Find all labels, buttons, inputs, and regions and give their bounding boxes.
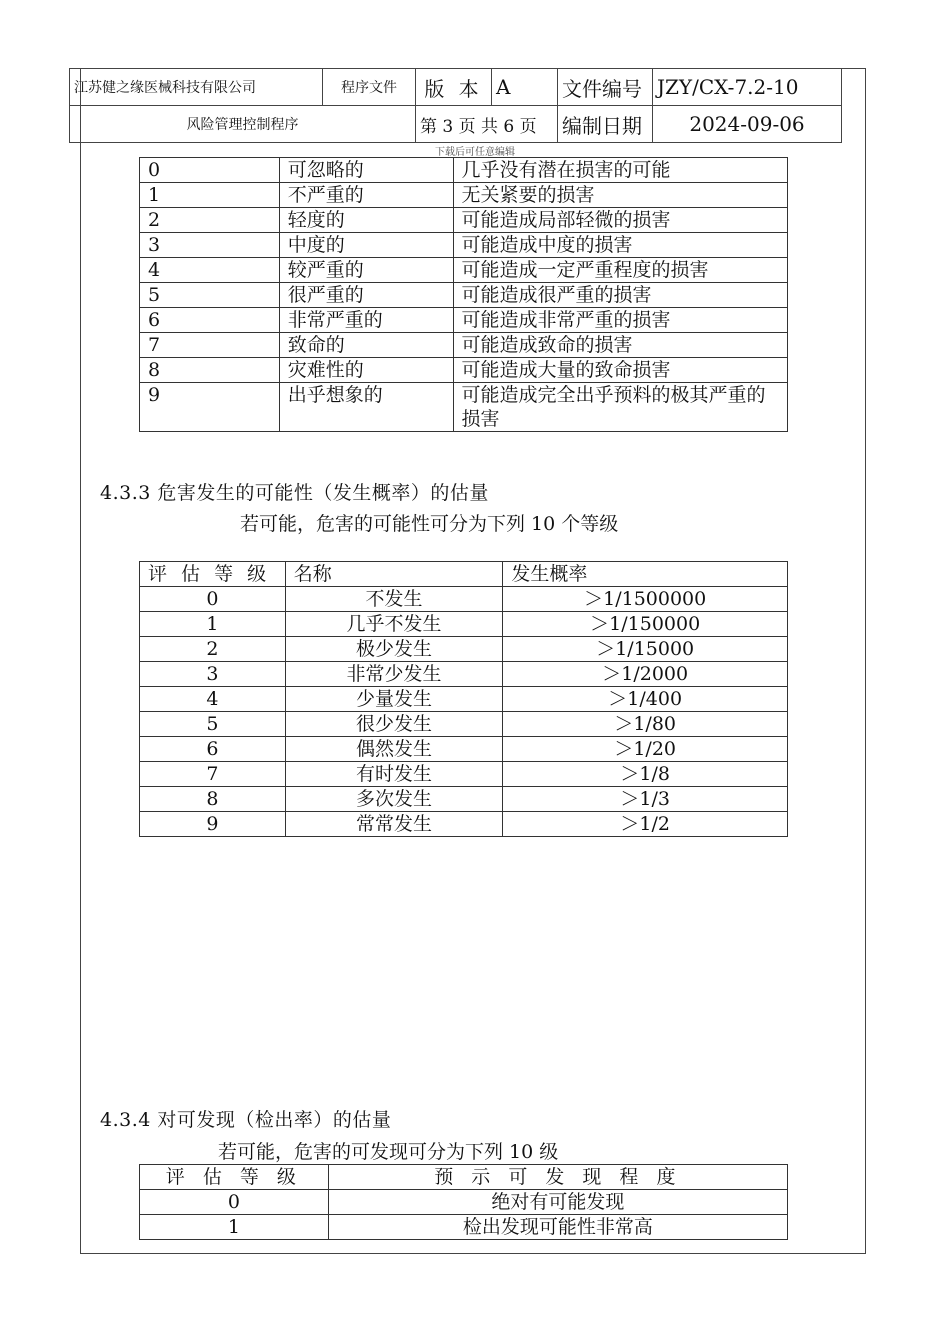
probability-level-cell: 9 — [140, 812, 286, 837]
table-row — [140, 283, 788, 308]
severity-name-cell: 不严重的 — [279, 183, 453, 208]
severity-description-cell: 可能造成非常严重的损害 — [453, 308, 787, 333]
severity-description-cell: 可能造成一定严重程度的损害 — [453, 258, 787, 283]
probability-value-cell: ＞1/20 — [503, 737, 788, 762]
table-row — [140, 1215, 788, 1240]
table-header-row — [140, 562, 788, 587]
probability-level-cell: 2 — [140, 637, 286, 662]
watermark-note: 下载后可任意编辑 — [435, 147, 515, 158]
header-level: 评 估 等 级 — [140, 562, 286, 587]
document-title: 风险管理控制程序 — [70, 106, 416, 143]
severity-level-cell: 7 — [140, 333, 280, 358]
table-row — [140, 233, 788, 258]
date-value: 2024-09-06 — [653, 106, 842, 143]
table-row — [140, 687, 788, 712]
probability-level-cell: 5 — [140, 712, 286, 737]
probability-level-cell: 6 — [140, 737, 286, 762]
probability-name-cell: 常常发生 — [285, 812, 503, 837]
table-row — [140, 258, 788, 283]
table-row — [140, 637, 788, 662]
probability-level-cell: 7 — [140, 762, 286, 787]
probability-name-cell: 极少发生 — [285, 637, 503, 662]
probability-name-cell: 很少发生 — [285, 712, 503, 737]
severity-level-cell: 4 — [140, 258, 280, 283]
probability-value-cell: ＞1/3 — [503, 787, 788, 812]
header-name: 名称 — [285, 562, 503, 587]
table-row — [140, 737, 788, 762]
detect-level-cell: 0 — [140, 1190, 329, 1215]
probability-value-cell: ＞1/150000 — [503, 612, 788, 637]
table-row — [140, 1190, 788, 1215]
date-label: 编制日期 — [558, 106, 653, 143]
severity-description-cell: 可能造成很严重的损害 — [453, 283, 787, 308]
probability-value-cell: ＞1/1500000 — [503, 587, 788, 612]
severity-name-cell: 较严重的 — [279, 258, 453, 283]
document-header — [69, 68, 842, 143]
severity-level-cell: 2 — [140, 208, 280, 233]
severity-table — [139, 157, 788, 432]
table-row — [140, 762, 788, 787]
probability-name-cell: 非常少发生 — [285, 662, 503, 687]
section-433-intro: 若可能，危害的可能性可分为下列 10 个等级 — [240, 513, 619, 535]
probability-value-cell: ＞1/2 — [503, 812, 788, 837]
probability-name-cell: 多次发生 — [285, 787, 503, 812]
header-level: 评 估 等 级 — [140, 1165, 329, 1190]
table-row — [140, 712, 788, 737]
severity-description-cell: 可能造成局部轻微的损害 — [453, 208, 787, 233]
table-row — [140, 612, 788, 637]
header-detectability: 预 示 可 发 现 程 度 — [328, 1165, 787, 1190]
table-row — [140, 308, 788, 333]
severity-level-cell: 3 — [140, 233, 280, 258]
probability-level-cell: 3 — [140, 662, 286, 687]
probability-level-cell: 4 — [140, 687, 286, 712]
file-no-label: 文件编号 — [558, 69, 653, 106]
severity-description-cell: 几乎没有潜在损害的可能 — [453, 158, 787, 183]
table-header-row — [140, 1165, 788, 1190]
header-probability: 发生概率 — [503, 562, 788, 587]
probability-name-cell: 偶然发生 — [285, 737, 503, 762]
severity-level-cell: 5 — [140, 283, 280, 308]
probability-value-cell: ＞1/15000 — [503, 637, 788, 662]
probability-value-cell: ＞1/2000 — [503, 662, 788, 687]
severity-description-cell: 无关紧要的损害 — [453, 183, 787, 208]
section-434-heading: 4.3.4 对可发现（检出率）的估量 — [100, 1109, 392, 1131]
severity-level-cell: 9 — [140, 383, 280, 432]
severity-description-cell: 可能造成中度的损害 — [453, 233, 787, 258]
probability-value-cell: ＞1/80 — [503, 712, 788, 737]
section-434-intro: 若可能，危害的可发现可分为下列 10 级 — [218, 1141, 559, 1163]
probability-level-cell: 8 — [140, 787, 286, 812]
probability-level-cell: 1 — [140, 612, 286, 637]
severity-name-cell: 灾难性的 — [279, 358, 453, 383]
probability-value-cell: ＞1/400 — [503, 687, 788, 712]
severity-level-cell: 1 — [140, 183, 280, 208]
file-no-value: JZY/CX-7.2-10 — [653, 69, 842, 106]
detect-description-cell: 绝对有可能发现 — [328, 1190, 787, 1215]
version-value: A — [492, 69, 558, 106]
table-row — [140, 158, 788, 183]
table-row — [140, 812, 788, 837]
severity-level-cell: 6 — [140, 308, 280, 333]
version-label: 版 本 — [416, 69, 492, 106]
detect-description-cell: 检出发现可能性非常高 — [328, 1215, 787, 1240]
severity-name-cell: 非常严重的 — [279, 308, 453, 333]
severity-description-cell: 可能造成大量的致命损害 — [453, 358, 787, 383]
table-row — [140, 787, 788, 812]
table-row — [140, 333, 788, 358]
section-433-heading: 4.3.3 危害发生的可能性（发生概率）的估量 — [100, 482, 489, 504]
probability-level-cell: 0 — [140, 587, 286, 612]
severity-description-cell: 可能造成致命的损害 — [453, 333, 787, 358]
severity-name-cell: 致命的 — [279, 333, 453, 358]
severity-name-cell: 轻度的 — [279, 208, 453, 233]
company-name: 江苏健之缘医械科技有限公司 — [70, 69, 323, 106]
probability-table — [139, 561, 788, 837]
severity-level-cell: 0 — [140, 158, 280, 183]
severity-name-cell: 可忽略的 — [279, 158, 453, 183]
severity-level-cell: 8 — [140, 358, 280, 383]
probability-name-cell: 少量发生 — [285, 687, 503, 712]
table-row — [140, 587, 788, 612]
severity-name-cell: 中度的 — [279, 233, 453, 258]
severity-description-cell: 可能造成完全出乎预料的极其严重的损害 — [453, 383, 787, 432]
table-row — [140, 383, 788, 432]
table-row — [140, 358, 788, 383]
table-row — [140, 183, 788, 208]
table-row — [140, 208, 788, 233]
severity-name-cell: 出乎想象的 — [279, 383, 453, 432]
probability-name-cell: 有时发生 — [285, 762, 503, 787]
probability-name-cell: 几乎不发生 — [285, 612, 503, 637]
detect-level-cell: 1 — [140, 1215, 329, 1240]
severity-name-cell: 很严重的 — [279, 283, 453, 308]
probability-name-cell: 不发生 — [285, 587, 503, 612]
doc-type: 程序文件 — [323, 69, 416, 106]
table-row — [140, 662, 788, 687]
page-info: 第 3 页 共 6 页 — [416, 106, 558, 143]
probability-value-cell: ＞1/8 — [503, 762, 788, 787]
detectability-table — [139, 1164, 788, 1240]
